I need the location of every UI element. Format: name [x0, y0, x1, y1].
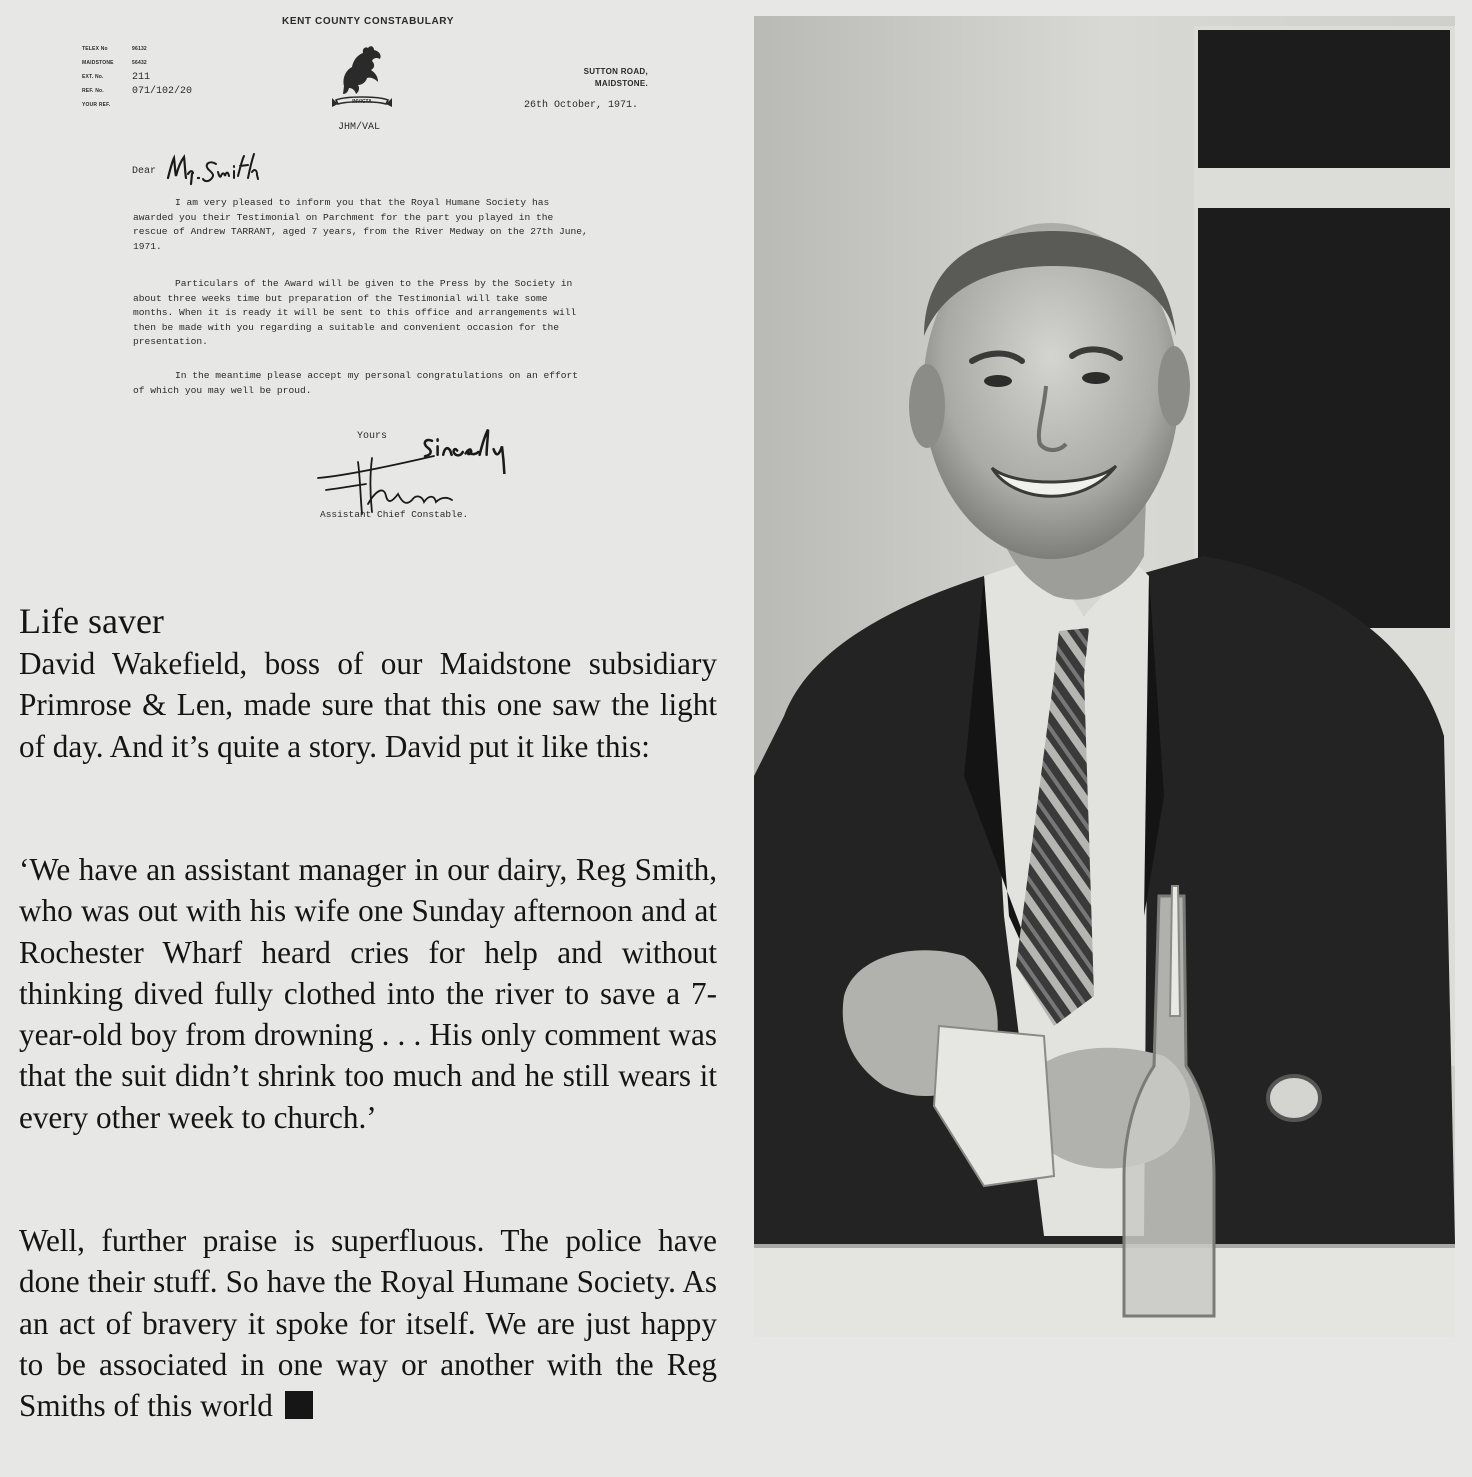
reference-row	[82, 99, 192, 113]
drinking-straw	[1170, 886, 1180, 1016]
letter-paragraph: I am very pleased to inform you that the Royal Humane Society has awarded you their Testimonial on Parchment for the part you played in the rescue of Andrew TARRANT, aged 7 years, from the River Medway on the 27th June, 1971.	[133, 197, 588, 252]
police-letter	[0, 0, 736, 560]
letter-date: 26th October, 1971.	[523, 100, 638, 111]
reference-row	[82, 85, 192, 99]
reference-label: MAIDSTONE	[82, 59, 114, 66]
reference-label: EXT. No.	[82, 73, 104, 80]
article-paragraph: ‘We have an assistant manager in our dairy, Reg Smith, who was out with his wife one Sunday afternoon and at Rochester Wharf heard cries for help and without thinking dived fully clothed into the river to save a 7-year-old boy from drowning . . . His only comment was that the suit didn’t shrink too much and he still wears it every other week to church.’	[19, 852, 717, 1135]
article-paragraph	[19, 1220, 717, 1426]
letter-paragraph: In the meantime please accept my personal congratulations on an effort of which you may well be proud.	[133, 370, 579, 396]
handwritten-salutation	[164, 148, 284, 192]
portrait-photo	[754, 16, 1455, 1337]
address-line: MAIDSTONE.	[594, 79, 648, 88]
reference-value: 211	[132, 71, 151, 83]
letter-paragraph: Particulars of the Award will be given to the Press by the Society in about three weeks time but preparation of the Testimonial will take some months. When it is ready it will be sent to this office and arrangements will then be made with you regarding a suitable and convenient occasion for the presentation.	[133, 278, 577, 348]
reference-label: YOUR REF.	[82, 101, 111, 108]
reference-label: TELEX No	[82, 46, 108, 52]
reference-value: 071/102/20	[132, 85, 193, 97]
article-paragraph: David Wakefield, boss of our Maidstone subsidiary Primrose & Len, made sure that this one saw the light of day. And it’s quite a story. David put it like this:	[19, 646, 717, 764]
window-pane	[1198, 30, 1450, 168]
crest-motto: INVICTA	[352, 99, 372, 105]
portrait-illustration	[754, 16, 1455, 1337]
reference-row	[82, 57, 192, 71]
wristwatch-icon	[1268, 1076, 1320, 1120]
reference-value: 56432	[132, 59, 147, 66]
reference-row	[82, 71, 192, 85]
end-mark-icon	[285, 1391, 313, 1419]
reference-value: 96132	[132, 46, 147, 52]
letter-address	[480, 66, 648, 90]
reference-initials: JHM/VAL	[338, 122, 381, 133]
letterhead-title: KENT COUNTY CONSTABULARY	[282, 16, 454, 27]
address-line: SUTTON ROAD,	[583, 67, 648, 76]
reference-block	[82, 43, 192, 112]
salutation: Dear	[132, 166, 157, 177]
article-paragraph-text: Well, further praise is superfluous. The police have done their stuff. So have the Royal Humane Society. As an act of bravery it spoke for itself. We are just happy to be associated in one way or another with the Reg Smiths of this world	[19, 1223, 717, 1424]
reference-label: REF. No.	[82, 87, 104, 94]
article-headline: Life saver	[19, 601, 164, 641]
signatory-title: Assistant Chief Constable.	[320, 509, 469, 520]
letter-closing: Yours	[357, 431, 388, 442]
kent-horse-crest-icon	[322, 40, 402, 116]
reference-row	[82, 43, 192, 57]
